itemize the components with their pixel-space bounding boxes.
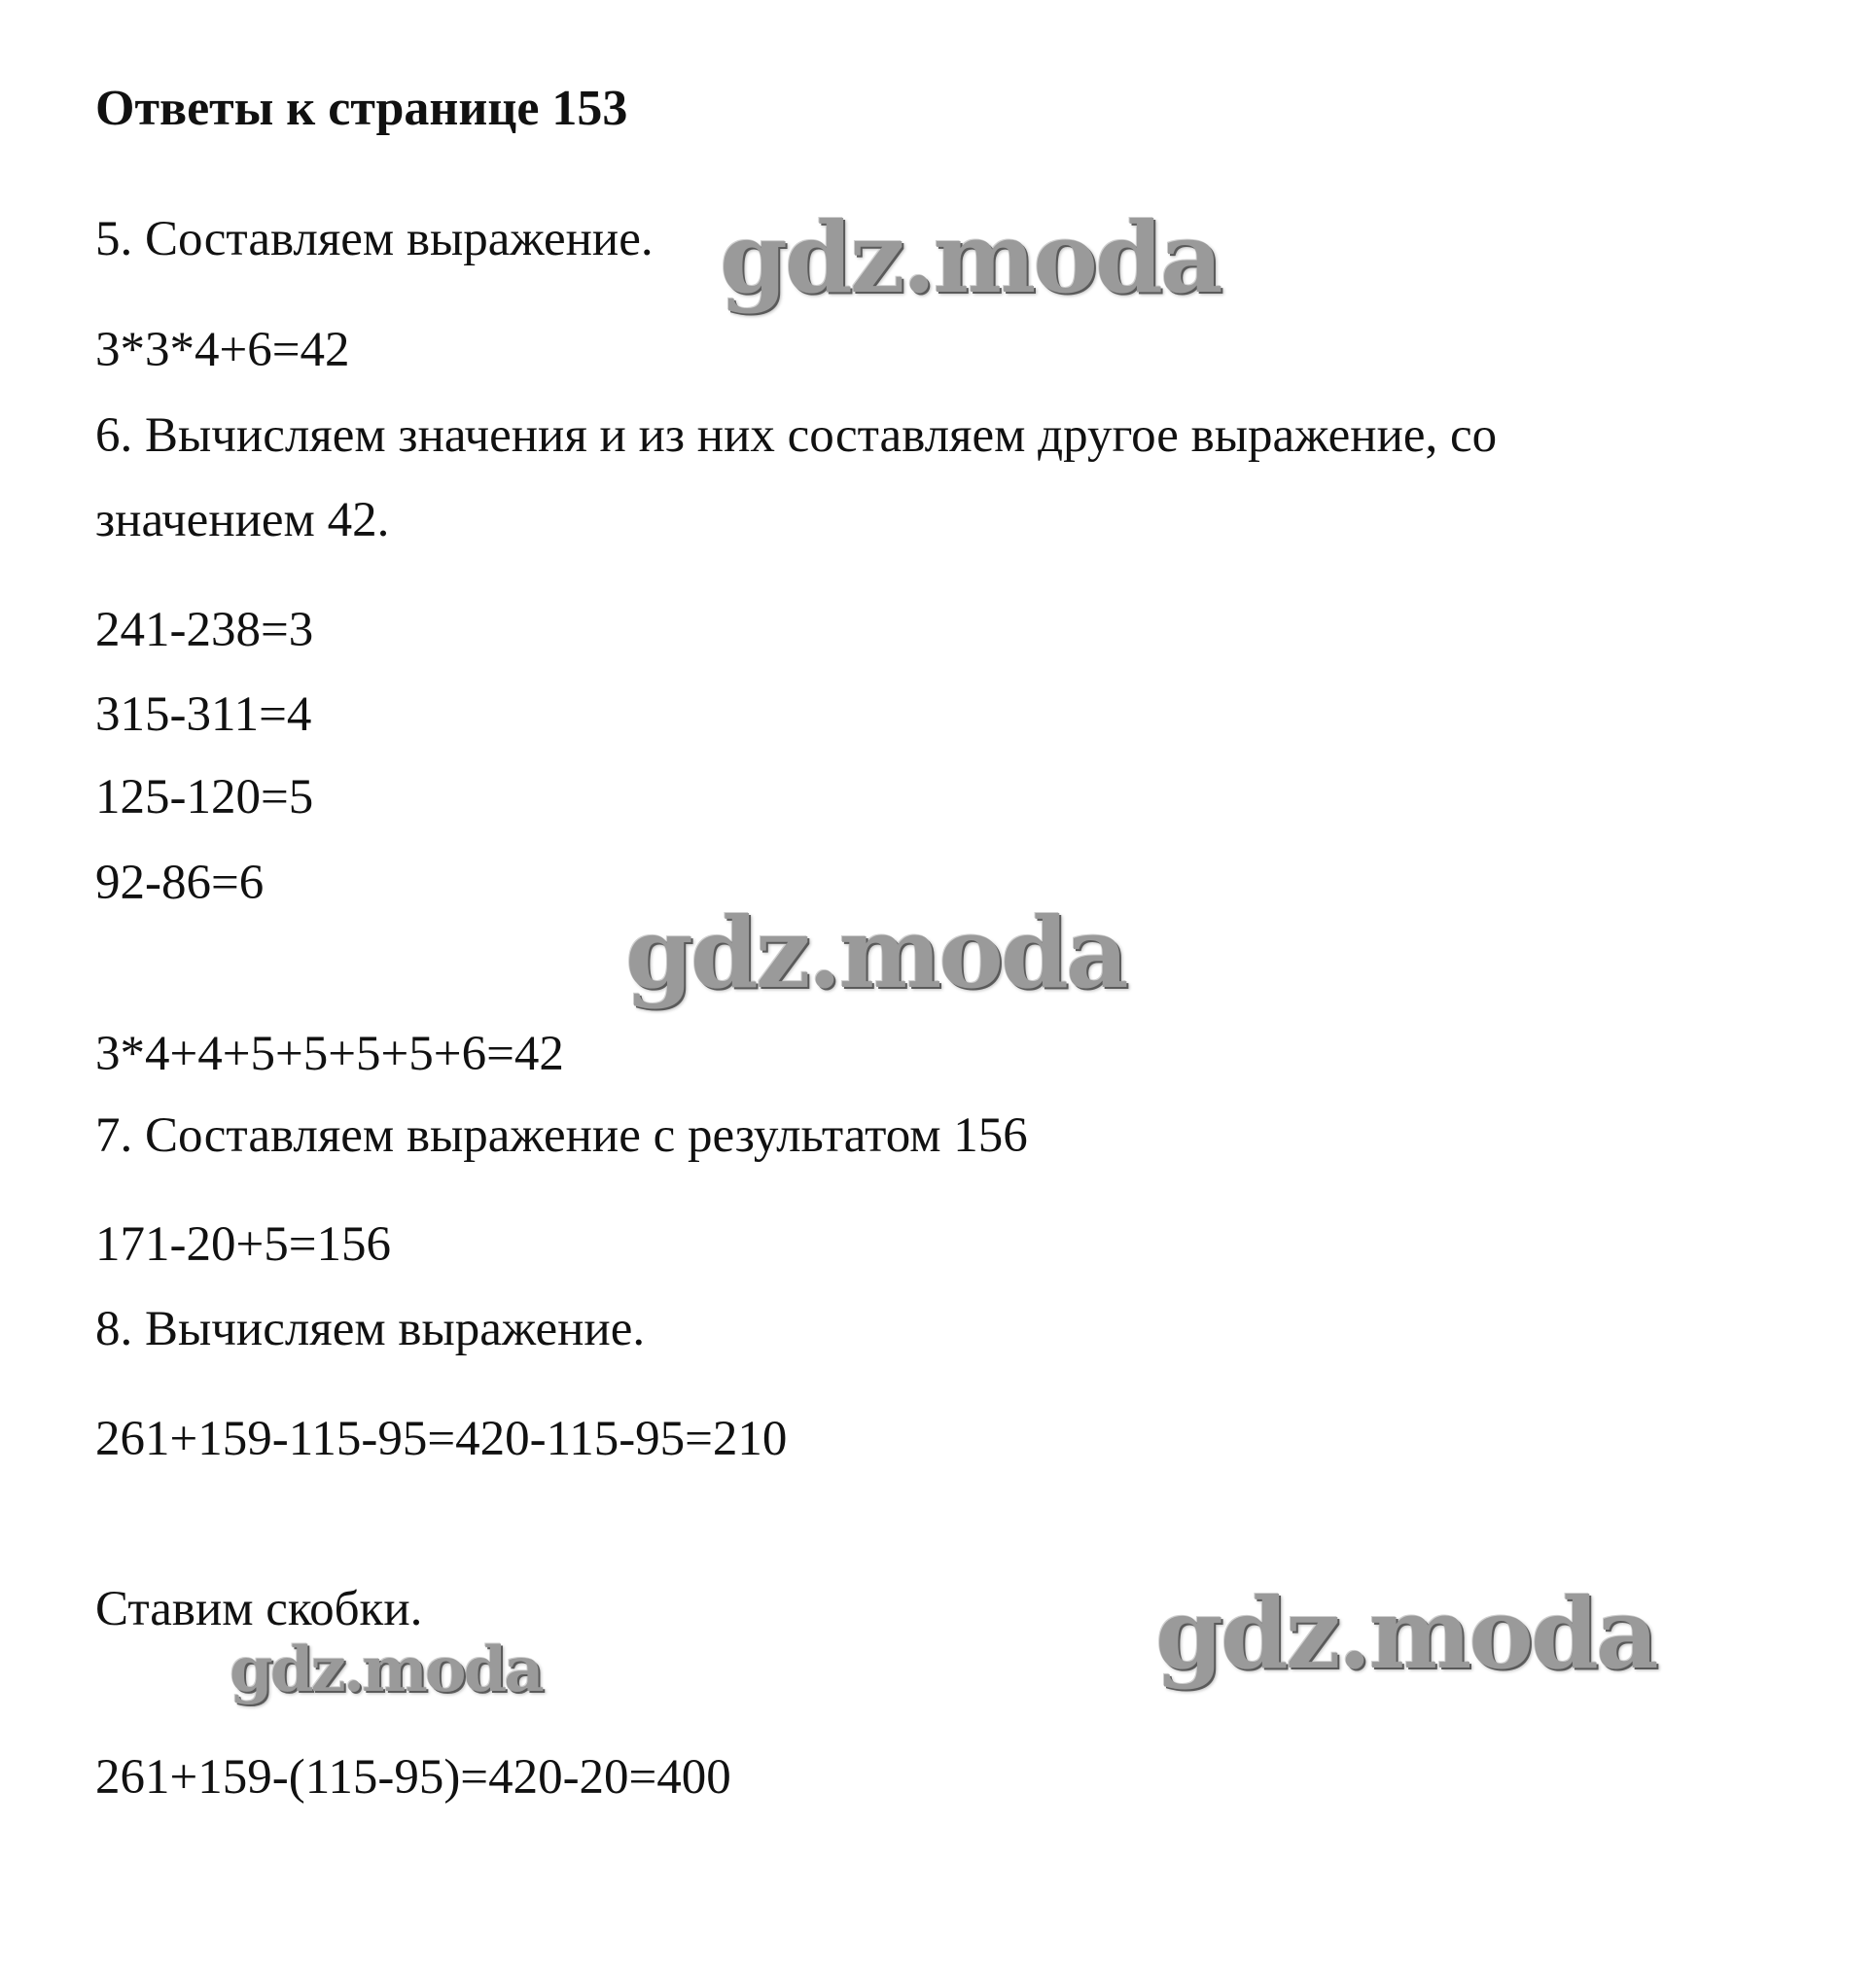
- task6-calc-4: 92-86=6: [95, 856, 265, 910]
- task5-heading: 5. Составляем выражение.: [95, 212, 654, 266]
- brackets-heading: Ставим скобки.: [95, 1582, 423, 1636]
- task8-heading: 8. Вычисляем выражение.: [95, 1302, 646, 1356]
- page-title: Ответы к странице 153: [95, 81, 628, 136]
- task8-expression: 261+159-115-95=420-115-95=210: [95, 1412, 788, 1466]
- task6-expression: 3*4+4+5+5+5+5+6=42: [95, 1027, 564, 1081]
- task6-calc-2: 315-311=4: [95, 687, 312, 742]
- task6-calc-3: 125-120=5: [95, 770, 314, 825]
- task7-expression: 171-20+5=156: [95, 1217, 392, 1272]
- brackets-expression: 261+159-(115-95)=420-20=400: [95, 1750, 731, 1805]
- task6-heading-line1: 6. Вычисляем значения и из них составляем другое выражение, со: [95, 408, 1498, 463]
- task7-heading: 7. Составляем выражение с результатом 156: [95, 1108, 1028, 1163]
- watermark-2: gdz.moda: [625, 895, 1126, 1010]
- task5-expression: 3*3*4+6=42: [95, 323, 350, 377]
- watermark-3: gdz.moda: [1155, 1576, 1656, 1691]
- watermark-4: gdz.moda: [230, 1633, 542, 1706]
- watermark-1: gdz.moda: [720, 200, 1221, 315]
- task6-heading-line2: значением 42.: [95, 493, 390, 547]
- task6-calc-1: 241-238=3: [95, 603, 314, 657]
